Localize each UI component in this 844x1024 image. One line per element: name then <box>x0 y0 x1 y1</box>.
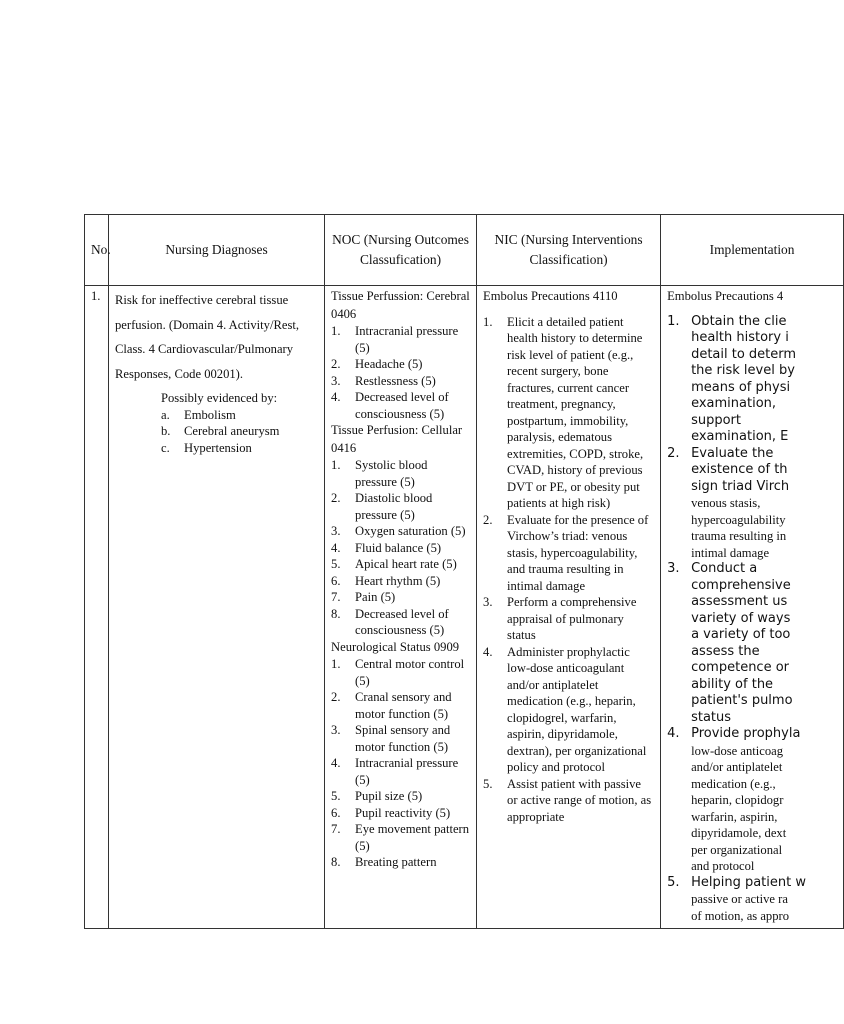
header-nic: NIC (Nursing Interventions Classification) <box>477 215 661 286</box>
noc-outcome-list <box>331 457 470 639</box>
diagnosis-evidence <box>115 390 318 456</box>
noc-cell <box>325 286 477 929</box>
implementation-line: passive or active ra <box>691 892 788 906</box>
list-item <box>161 440 318 457</box>
list-item <box>483 644 654 776</box>
noc-outcome-text: Spinal sensory and motor function (5) <box>355 723 451 754</box>
list-item <box>331 523 470 540</box>
list-item <box>331 722 470 755</box>
list-item <box>483 512 654 595</box>
noc-outcome-text: Restlessness (5) <box>355 373 436 388</box>
nursing-care-plan-table <box>84 214 844 929</box>
noc-outcome-text: Eye movement pattern (5) <box>355 822 470 853</box>
implementation-line: competence or <box>691 660 790 675</box>
noc-outcome-text: Decreased level of consciousness (5) <box>355 606 449 637</box>
list-marker: 1. <box>667 313 680 329</box>
table-header-row <box>85 215 844 286</box>
implementation-line: intimal damage <box>691 545 770 560</box>
diagnosis-cell <box>109 286 325 929</box>
noc-group-title: Tissue Perfusion: Cellular 0416 <box>331 423 463 455</box>
implementation-line: support <box>691 412 741 428</box>
list-item <box>483 594 654 644</box>
implementation-line: sign triad Virch <box>691 478 790 494</box>
implementation-line: medication (e.g., <box>691 776 776 791</box>
list-marker: 2. <box>331 690 341 704</box>
list-item <box>667 726 837 875</box>
implementation-text <box>691 561 837 726</box>
implementation-line: examination, <box>691 396 777 411</box>
implementation-line: and protocol <box>691 859 755 873</box>
noc-outcome-text: Central motor control (5) <box>355 657 465 688</box>
list-marker: 3. <box>331 524 341 538</box>
implementation-text <box>691 726 837 875</box>
list-item <box>331 540 470 557</box>
noc-outcome-list <box>331 656 470 871</box>
list-item <box>161 423 318 440</box>
noc-outcome-text: Fluid balance (5) <box>355 540 442 555</box>
list-item <box>331 389 470 422</box>
list-marker: 2. <box>331 357 341 371</box>
list-item <box>331 490 470 523</box>
implementation-line: detail to determ <box>691 346 797 362</box>
evidence-item-text: Hypertension <box>184 440 252 455</box>
list-item <box>667 561 837 726</box>
header-no: No. <box>85 215 109 286</box>
list-marker: 5. <box>483 776 493 791</box>
list-marker: c. <box>161 440 170 455</box>
nic-intervention-text: Administer prophylactic low-dose anticoagulant and/or antiplatelet medication (e.g., heparin, clopidogrel, warfarin, aspirin, dipyridamole, dextran), per organizational policy and protocol <box>507 644 647 774</box>
implementation-line: per organizational <box>691 842 783 857</box>
implementation-line: the risk level by <box>691 363 795 378</box>
implementation-line: assess the <box>691 643 760 659</box>
list-marker: 2. <box>667 445 680 461</box>
implementation-line: a variety of too <box>691 627 791 642</box>
nic-cell <box>477 286 661 929</box>
header-implementation: Implementation <box>661 215 844 286</box>
list-marker: 6. <box>331 573 341 588</box>
list-marker: 4. <box>667 726 680 741</box>
list-item <box>667 314 837 446</box>
noc-outcome-list <box>331 323 470 422</box>
implementation-line: trauma resulting in <box>691 529 787 543</box>
noc-outcome-text: Intracranial pressure (5) <box>355 324 459 355</box>
list-item <box>331 457 470 490</box>
list-item <box>331 805 470 822</box>
list-marker: 7. <box>331 590 341 604</box>
noc-outcome-text: Systolic blood pressure (5) <box>355 458 428 489</box>
list-marker: 5. <box>667 874 680 890</box>
list-marker: 3. <box>483 595 493 609</box>
evidence-item-text: Embolism <box>184 407 236 422</box>
list-marker: 3. <box>331 373 341 388</box>
implementation-text <box>691 314 837 446</box>
implementation-line: ability of the <box>691 676 774 692</box>
list-marker: 8. <box>331 855 341 869</box>
implementation-line: Obtain the clie <box>691 313 787 329</box>
noc-outcome-text: Heart rhythm (5) <box>355 573 441 588</box>
list-item <box>331 788 470 805</box>
implementation-title: Embolus Precautions 4 <box>667 289 784 303</box>
list-item <box>331 606 470 639</box>
list-marker: b. <box>161 424 171 438</box>
implementation-line: status <box>691 709 732 725</box>
noc-outcome-text: Breating pattern <box>355 855 437 869</box>
list-item <box>667 446 837 562</box>
header-nursing-diagnoses: Nursing Diagnoses <box>109 215 325 286</box>
list-marker: 7. <box>331 822 341 836</box>
list-item <box>331 821 470 854</box>
implementation-line: venous stasis, <box>691 496 761 510</box>
list-marker: 5. <box>331 789 341 803</box>
row-number: 1. <box>85 286 109 929</box>
list-marker: 1. <box>331 657 341 671</box>
list-item <box>331 573 470 590</box>
implementation-text <box>691 875 837 925</box>
list-item <box>331 373 470 390</box>
implementation-line: patient's pulmo <box>691 693 793 708</box>
nic-intervention-text: Elicit a detailed patient health history to determine risk level of patient (e.g., recent surgery, bone fractures, current cancer treatment, pregnancy, postpartum, immobility, paralysis, edematous extremities, COPD, stroke, CVAD, history of previous DVT or PE, or obesity put patients at high risk) <box>507 314 644 510</box>
noc-group-title: Neurological Status 0909 <box>331 639 460 654</box>
list-item <box>331 556 470 573</box>
list-marker: 1. <box>331 324 341 338</box>
noc-outcome-text: Pupil reactivity (5) <box>355 805 451 820</box>
list-item <box>331 323 470 356</box>
header-noc: NOC (Nursing Outcomes Classufication) <box>325 215 477 286</box>
noc-outcome-text: Intracranial pressure (5) <box>355 756 459 787</box>
list-marker: 4. <box>331 756 341 770</box>
implementation-line: variety of ways <box>691 610 791 626</box>
list-marker: 4. <box>331 540 341 555</box>
list-marker: 1. <box>483 314 493 329</box>
implementation-line: dipyridamole, dext <box>691 826 787 840</box>
implementation-text <box>691 446 837 562</box>
nic-intervention-text: Evaluate for the presence of Virchow’s triad: venous stasis, hypercoagulability, and trauma resulting in intimal damage <box>507 512 649 593</box>
list-item <box>331 589 470 606</box>
list-marker: 4. <box>331 390 341 404</box>
noc-outcome-text: Diastolic blood pressure (5) <box>355 491 433 522</box>
list-marker: a. <box>161 407 170 422</box>
list-item <box>667 875 837 925</box>
list-item <box>483 314 654 512</box>
list-marker: 2. <box>483 512 493 527</box>
list-marker: 3. <box>667 561 680 576</box>
implementation-line: existence of th <box>691 462 788 477</box>
list-marker: 6. <box>331 805 341 820</box>
implementation-line: means of physi <box>691 379 791 395</box>
nic-title: Embolus Precautions 4110 <box>483 289 618 303</box>
evidence-list <box>161 407 318 457</box>
evidence-label: Possibly evidenced by: <box>161 391 278 405</box>
list-marker: 8. <box>331 606 341 621</box>
noc-outcome-text: Pupil size (5) <box>355 789 423 803</box>
noc-outcome-text: Apical heart rate (5) <box>355 557 457 571</box>
list-item <box>331 689 470 722</box>
nic-intervention-text: Assist patient with passive or active range of motion, as appropriate <box>507 776 652 824</box>
implementation-line: warfarin, aspirin, <box>691 809 778 824</box>
list-marker: 3. <box>331 723 341 737</box>
list-item <box>331 755 470 788</box>
implementation-line: low-dose anticoag <box>691 743 784 758</box>
list-item <box>331 356 470 373</box>
implementation-line: Evaluate the <box>691 445 774 461</box>
list-item <box>331 854 470 871</box>
noc-outcome-text: Pain (5) <box>355 590 396 604</box>
list-marker: 4. <box>483 644 493 659</box>
implementation-line: Conduct a <box>691 561 758 576</box>
noc-outcome-text: Oxygen saturation (5) <box>355 524 466 538</box>
list-marker: 2. <box>331 491 341 505</box>
implementation-line: health history i <box>691 330 789 345</box>
implementation-line: and/or antiplatelet <box>691 760 783 774</box>
nic-intervention-list <box>483 314 654 826</box>
noc-outcome-text: Headache (5) <box>355 357 423 371</box>
implementation-line: examination, E <box>691 429 789 444</box>
implementation-line: assessment us <box>691 594 788 609</box>
list-marker: 1. <box>331 458 341 472</box>
list-item <box>161 407 318 424</box>
list-item <box>483 776 654 826</box>
noc-outcome-text: Decreased level of consciousness (5) <box>355 390 449 421</box>
nic-intervention-text: Perform a comprehensive appraisal of pulmonary status <box>507 595 637 642</box>
implementation-cell <box>661 286 844 929</box>
evidence-item-text: Cerebral aneurysm <box>184 424 280 438</box>
table-row <box>85 286 844 929</box>
noc-outcome-text: Cranal sensory and motor function (5) <box>355 690 452 721</box>
noc-group-title: Tissue Perfussion: Cerebral 0406 <box>331 289 470 321</box>
implementation-line: hypercoagulability <box>691 512 786 527</box>
diagnosis-text: Risk for ineffective cerebral tissue perfusion. (Domain 4. Activity/Rest, Class. 4 Cardiovascular/Pulmonary Responses, Code 00201). <box>115 293 299 381</box>
implementation-line: heparin, clopidogr <box>691 793 784 807</box>
implementation-line: Helping patient w <box>691 874 806 890</box>
implementation-line: of motion, as appro <box>691 908 790 923</box>
implementation-list <box>667 314 837 925</box>
implementation-line: Provide prophyla <box>691 726 801 741</box>
implementation-line: comprehensive <box>691 577 791 593</box>
list-item <box>331 656 470 689</box>
list-marker: 5. <box>331 557 341 571</box>
